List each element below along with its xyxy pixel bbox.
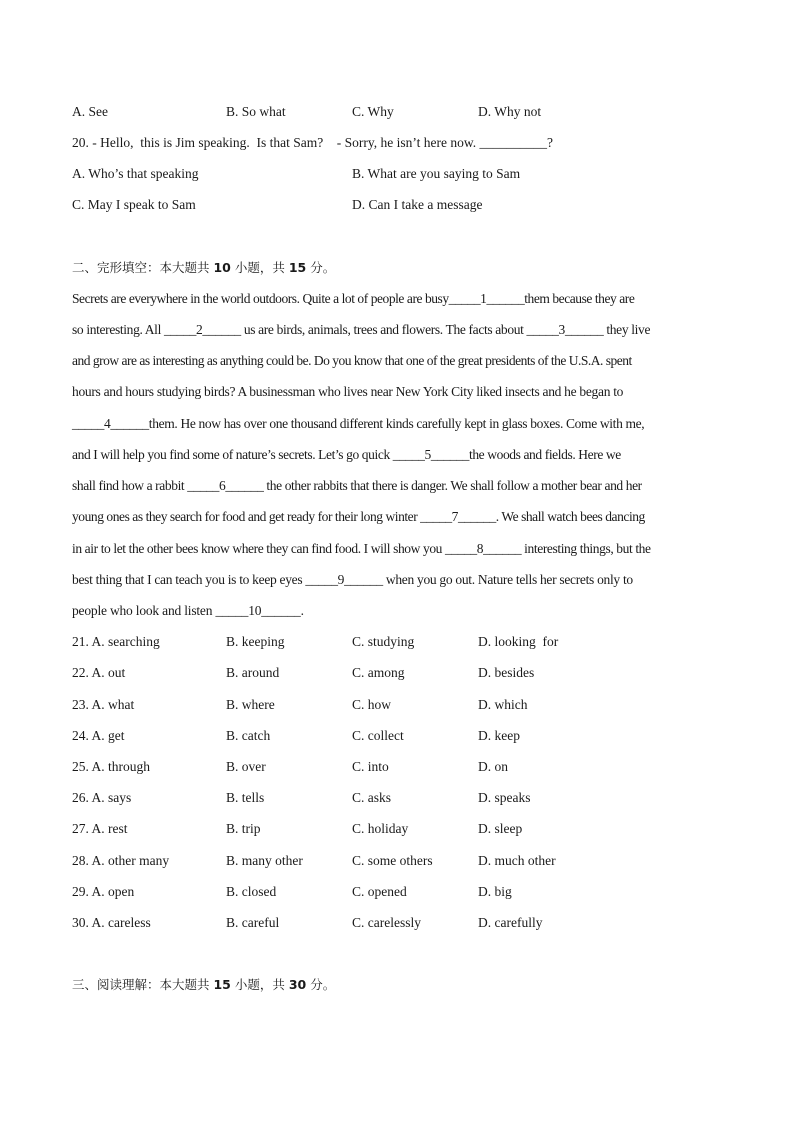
question-23-option-b: B. where: [226, 697, 275, 712]
q19-option-a: A. See: [72, 104, 108, 119]
question-22-option-b: B. around: [226, 665, 280, 680]
question-29-option-b: B. closed: [226, 884, 277, 899]
section2-heading-pre: 二、完形填空：本大题共: [72, 260, 214, 275]
question-29-option-c: C. opened: [352, 884, 407, 899]
question-27-option-b: B. trip: [226, 821, 261, 836]
section3-heading-count: 15: [213, 977, 231, 992]
passage-line: Secrets are everywhere in the world outdoors. Quite a lot of people are busy_____1______them because they are: [72, 291, 635, 306]
passage-line: in air to let the other bees know where they can find food. I will show you _____8______ interesting things, but the: [72, 541, 651, 556]
passage-line: people who look and listen _____10______.: [72, 603, 304, 618]
question-26-option-c: C. asks: [352, 790, 392, 805]
question-26-option-a: 26. A. says: [72, 790, 132, 805]
question-30-option-a: 30. A. careless: [72, 915, 151, 930]
passage-line: young ones as they search for food and get ready for their long winter _____7______. We shall watch bees dancing: [72, 509, 645, 524]
question-22-option-a: 22. A. out: [72, 665, 126, 680]
passage-line: so interesting. All _____2______ us are birds, animals, trees and flowers. The facts about _____3______ they live: [72, 322, 651, 337]
passage-line: and I will help you find some of nature’s secrets. Let’s go quick _____5______the woods and fields. Here we: [72, 447, 621, 462]
section2-heading: [72, 259, 335, 277]
q20-option-b: B. What are you saying to Sam: [352, 166, 521, 181]
question-30-option-b: B. careful: [226, 915, 280, 930]
q20-stem: 20. - Hello, this is Jim speaking. Is that Sam? - Sorry, he isn’t here now. __________?: [72, 135, 553, 150]
q20-option-d: D. Can I take a message: [352, 197, 483, 212]
section3-heading-score: 30: [288, 977, 307, 992]
section3-heading-post: 分。: [306, 977, 336, 992]
section3-heading-mid: 小题，共: [230, 977, 289, 992]
question-27-option-d: D. sleep: [478, 821, 523, 836]
question-23-option-d: D. which: [478, 697, 528, 712]
question-27-option-c: C. holiday: [352, 821, 409, 836]
question-26-option-b: B. tells: [226, 790, 265, 805]
section2-heading-score: 15: [288, 260, 307, 275]
passage-line: and grow are as interesting as anything could be. Do you know that one of the great presidents of the U.S.A. spent: [72, 353, 632, 368]
question-25-option-c: C. into: [352, 759, 389, 774]
question-30-option-c: C. carelessly: [352, 915, 421, 930]
section3-heading-pre: 三、阅读理解：本大题共: [72, 977, 214, 992]
question-28-option-a: 28. A. other many: [72, 853, 170, 868]
question-24-option-b: B. catch: [226, 728, 271, 743]
question-28-option-b: B. many other: [226, 853, 303, 868]
question-21-option-b: B. keeping: [226, 634, 285, 649]
question-25-option-a: 25. A. through: [72, 759, 151, 774]
question-25-option-b: B. over: [226, 759, 266, 774]
section2-heading-mid: 小题，共: [230, 260, 289, 275]
question-24-option-c: C. collect: [352, 728, 404, 743]
passage-line: _____4______them. He now has over one thousand different kinds carefully kept in glass boxes. Come with me,: [72, 416, 645, 431]
section2-heading-count: 10: [213, 260, 231, 275]
question-30-option-d: D. carefully: [478, 915, 543, 930]
passage-line: shall find how a rabbit _____6______ the other rabbits that there is danger. We shall follow a mother bear and her: [72, 478, 642, 493]
question-23-option-a: 23. A. what: [72, 697, 135, 712]
q20-option-a: A. Who’s that speaking: [72, 166, 199, 181]
question-28-option-d: D. much other: [478, 853, 556, 868]
question-25-option-d: D. on: [478, 759, 508, 774]
q20-option-c: C. May I speak to Sam: [72, 197, 196, 212]
question-23-option-c: C. how: [352, 697, 392, 712]
question-26-option-d: D. speaks: [478, 790, 531, 805]
question-21-option-a: 21. A. searching: [72, 634, 160, 649]
section2-heading-post: 分。: [306, 260, 336, 275]
question-21-option-d: D. looking for: [478, 634, 559, 649]
passage-line: hours and hours studying birds? A businessman who lives near New York City liked insects and he began to: [72, 384, 624, 399]
q19-option-c: C. Why: [352, 104, 394, 119]
question-24-option-d: D. keep: [478, 728, 520, 743]
question-24-option-a: 24. A. get: [72, 728, 125, 743]
question-21-option-c: C. studying: [352, 634, 415, 649]
question-27-option-a: 27. A. rest: [72, 821, 128, 836]
question-28-option-c: C. some others: [352, 853, 433, 868]
question-22-option-d: D. besides: [478, 665, 535, 680]
question-22-option-c: C. among: [352, 665, 405, 680]
passage-line: best thing that I can teach you is to keep eyes _____9______ when you go out. Nature tells her secrets only to: [72, 572, 633, 587]
question-29-option-d: D. big: [478, 884, 512, 899]
q19-option-d: D. Why not: [478, 104, 542, 119]
q19-option-b: B. So what: [226, 104, 286, 119]
section3-heading: [72, 976, 335, 994]
question-29-option-a: 29. A. open: [72, 884, 135, 899]
